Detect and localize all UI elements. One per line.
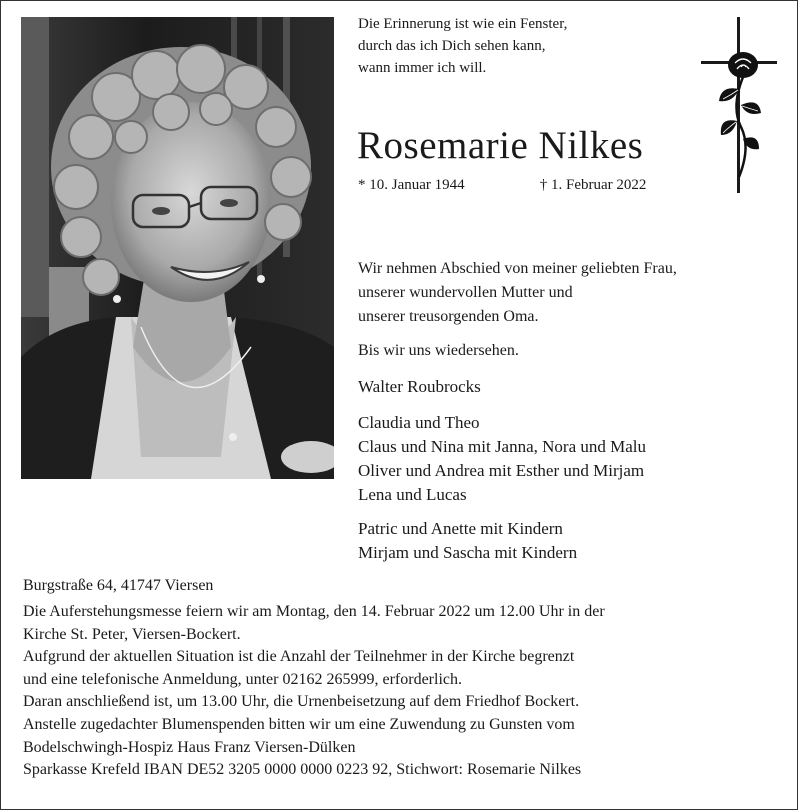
birth-date: * 10. Januar 1944 [358,177,465,193]
farewell-line: Wir nehmen Abschied von meiner geliebten Frau, [358,260,677,277]
service-line: Anstelle zugedachter Blumenspenden bitten wir um eine Zuwendung zu Gunsten vom [23,715,575,733]
husband-name: Walter Roubrocks [358,377,481,396]
service-line: Aufgrund der aktuellen Situation ist die Anzahl der Teilnehmer in der Kirche begrenzt [23,648,575,666]
family-group-1 [358,411,788,507]
portrait-photo [21,17,334,479]
service-info [23,601,783,782]
death-date: † 1. Februar 2022 [539,177,647,193]
cross-with-rose-icon [701,17,781,193]
family-group-2 [358,517,788,565]
memorial-poem [358,13,688,79]
family-line: Claudia und Theo [358,413,480,432]
family-line: Patric und Anette mit Kindern [358,519,563,538]
service-line: Bodelschwingh-Hospiz Haus Franz Viersen-Dülken [23,738,356,756]
address: Burgstraße 64, 41747 Viersen [23,577,214,594]
service-line: und eine telefonische Anmeldung, unter 02162 265999, erforderlich. [23,670,462,688]
mourners-section [358,257,788,565]
service-line: Kirche St. Peter, Viersen-Bockert. [23,625,241,643]
service-line: Daran anschließend ist, um 13.00 Uhr, die Urnenbeisetzung auf dem Friedhof Bockert. [23,693,580,711]
service-line: Die Auferstehungsmesse feiern wir am Montag, den 14. Februar 2022 um 12.00 Uhr in der [23,603,605,620]
service-line: Sparkasse Krefeld IBAN DE52 3205 0000 0000 0223 92, Stichwort: Rosemarie Nilkes [23,761,582,779]
farewell-line: unserer treusorgenden Oma. [358,308,539,325]
family-line: Lena und Lucas [358,485,467,504]
life-dates [358,177,646,194]
portrait-illustration [21,17,334,479]
farewell-line: unserer wundervollen Mutter und [358,284,573,301]
family-line: Mirjam und Sascha mit Kindern [358,543,578,562]
poem-line: durch das ich Dich sehen kann, [358,38,546,54]
family-line: Claus und Nina mit Janna, Nora und Malu [358,437,647,456]
family-line: Oliver und Andrea mit Esther und Mirjam [358,461,645,480]
deceased-name: Rosemarie Nilkes [357,124,644,167]
closing-line: Bis wir uns wiedersehen. [358,342,519,359]
farewell-text [358,257,788,329]
poem-line: Die Erinnerung ist wie ein Fenster, [358,16,568,32]
poem-line: wann immer ich will. [358,60,487,76]
